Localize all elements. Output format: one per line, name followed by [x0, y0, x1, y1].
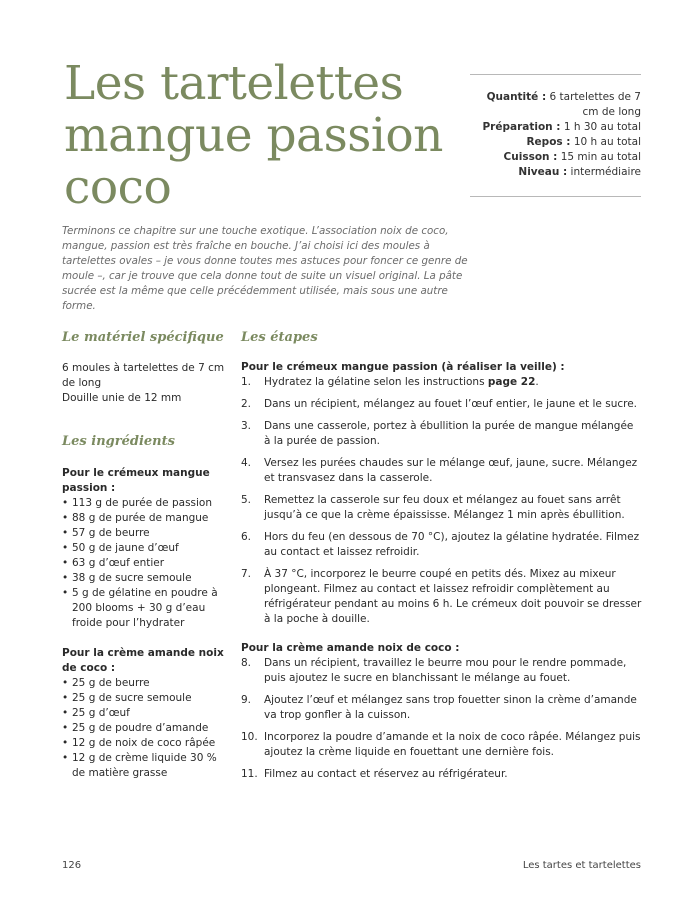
step-list [241, 656, 643, 782]
title-line: mangue passion [64, 108, 443, 163]
list-item: • 25 g d’œuf [62, 706, 232, 721]
materiel-heading: Le matériel spécifique [62, 330, 224, 345]
list-item: • 63 g d’œuf entier [62, 556, 232, 571]
list-item: Douille unie de 12 mm [62, 392, 182, 404]
ingredient-list [62, 676, 232, 781]
title-line: Les tartelettes [64, 56, 404, 111]
step-item: 2. Dans un récipient, mélangez au fouet l’œuf entier, le jaune et le sucre. [241, 398, 638, 410]
ingredient-group-title: Pour le crémeux mangue passion : [62, 467, 210, 494]
list-item: • 38 g de sucre semoule [62, 571, 232, 586]
step-item: 5. Remettez la casserole sur feu doux et mélangez au fouet sans arrêt jusqu’à ce que la crème épaississe. Mélangez 1 min après ébullition. [241, 494, 625, 521]
list-item: • 88 g de purée de mangue [62, 511, 232, 526]
list-item: • 5 g de gélatine en poudre à 200 blooms + 30 g d’eau froide pour l’hydrater [62, 586, 232, 631]
info-cuisson: Cuisson : 15 min au total [503, 151, 641, 163]
info-repos: Repos : 10 h au total [526, 136, 641, 148]
ingredients-column [62, 466, 232, 796]
steps-column [241, 360, 643, 789]
list-item: • 25 g de poudre d’amande [62, 721, 232, 736]
ingredient-list [62, 496, 232, 631]
info-quantite: Quantité : 6 tartelettes de 7 cm de long [486, 91, 641, 118]
intro-paragraph: Terminons ce chapitre sur une touche exotique. L’association noix de coco, mangue, passion est très fraîche en bouche. J’ai choisi ici des moules à tartelettes ovales – je vous donne toutes mes astuces pour foncer ce genre de moule –, car je trouve que cela donne tout de suite un visuel original. La pâte sucrée est la même que celle précédemment utilisée, mais sous une autre forme. [62, 225, 468, 312]
step-list [241, 375, 643, 627]
step-item: 9. Ajoutez l’œuf et mélangez sans trop fouetter sinon la crème d’amande va trop gonfler à la cuisson. [241, 694, 637, 721]
step-item: 10. Incorporez la poudre d’amande et la noix de coco râpée. Mélangez puis ajoutez la crème liquide en fouettant une dernière fois. [241, 731, 641, 758]
ingredients-heading: Les ingrédients [62, 434, 175, 449]
list-item: • 50 g de jaune d’œuf [62, 541, 232, 556]
step-item: 11. Filmez au contact et réservez au réfrigérateur. [241, 768, 508, 780]
info-niveau: Niveau : intermédiaire [518, 166, 641, 178]
step-item: 6. Hors du feu (en dessous de 70 °C), ajoutez la gélatine hydratée. Filmez au contact et laissez refroidir. [241, 531, 640, 558]
list-item: • 12 g de crème liquide 30 % de matière grasse [62, 751, 232, 781]
ingredient-group-title: Pour la crème amande noix de coco : [62, 647, 224, 674]
step-item: 3. Dans une casserole, portez à ébullition la purée de mangue mélangée à la purée de passion. [241, 420, 634, 447]
step-item: 7. À 37 °C, incorporez le beurre coupé en petits dés. Mixez au mixeur plongeant. Filmez au contact et laissez refroidir complètement au réfrigérateur pendant au moins 6 h. Le crémeux doit pouvoir se dresser à la poche à douille. [241, 568, 642, 625]
list-item: 6 moules à tartelettes de 7 cm de long [62, 362, 225, 389]
step-group-title: Pour la crème amande noix de coco : [241, 642, 460, 654]
materiel-list [62, 361, 227, 406]
list-item: • 25 g de sucre semoule [62, 691, 232, 706]
etapes-heading: Les étapes [241, 330, 318, 345]
step-item: 4. Versez les purées chaudes sur le mélange œuf, jaune, sucre. Mélangez et transvasez dans la casserole. [241, 457, 638, 484]
recipe-title [64, 58, 464, 214]
list-item: • 57 g de beurre [62, 526, 232, 541]
page-number: 126 [62, 860, 82, 871]
info-preparation: Préparation : 1 h 30 au total [482, 121, 641, 133]
step-group-title: Pour le crémeux mangue passion (à réaliser la veille) : [241, 361, 565, 373]
page-reference-link[interactable]: page 22 [487, 376, 536, 388]
chapter-title: Les tartes et tartelettes [522, 860, 641, 871]
title-line: coco [64, 160, 172, 215]
list-item: • 25 g de beurre [62, 676, 232, 691]
step-item: 8. Dans un récipient, travaillez le beurre mou pour le rendre pommade, puis ajoutez le sucre en blanchissant le mélange au fouet. [241, 657, 627, 684]
list-item: • 113 g de purée de passion [62, 496, 232, 511]
recipe-info-box [470, 74, 641, 197]
list-item: • 12 g de noix de coco râpée [62, 736, 232, 751]
step-item: 1. Hydratez la gélatine selon les instructions page 22. [241, 376, 539, 388]
